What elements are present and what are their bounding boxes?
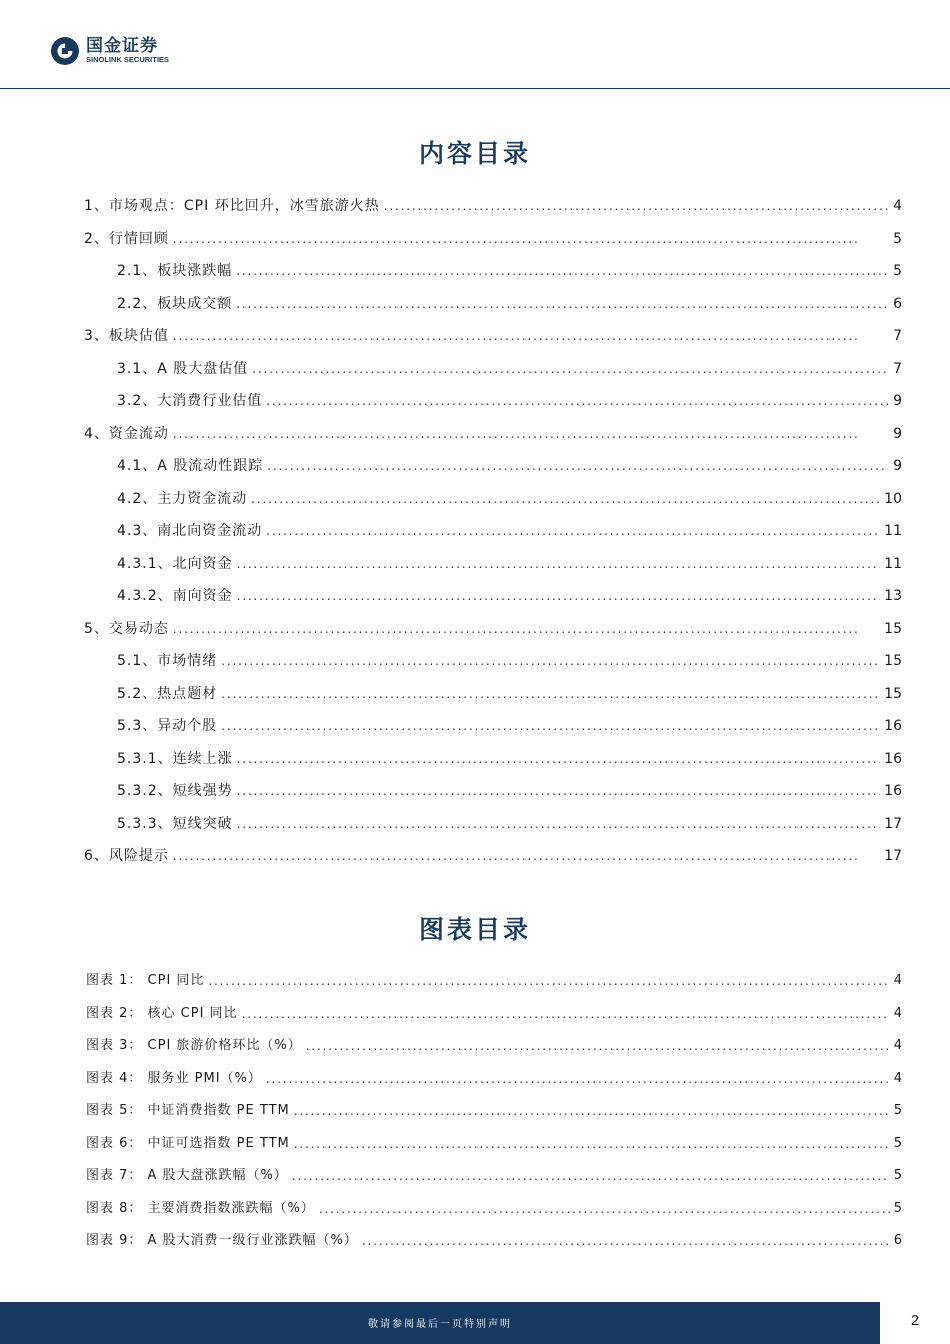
- toc-entry-page: 7: [893, 328, 902, 344]
- figure-entry[interactable]: [86, 1198, 902, 1218]
- toc-entry-page: 16: [884, 783, 902, 799]
- figure-leader-dots: [362, 1232, 890, 1250]
- toc-entry[interactable]: [117, 813, 902, 833]
- toc-entry-label: 1、市场观点：CPI 环比回升，冰雪旅游火热: [84, 198, 380, 214]
- toc-entry[interactable]: [84, 618, 902, 638]
- toc-entry-page: 9: [893, 393, 902, 409]
- toc-entry[interactable]: [117, 553, 902, 573]
- figure-entry[interactable]: [86, 1230, 902, 1250]
- figure-entry-page: 5: [893, 1103, 902, 1118]
- figure-entry-page: 5: [893, 1168, 902, 1183]
- toc-entry-label: 2.1、板块涨跌幅: [117, 263, 233, 279]
- toc-entry-page: 10: [884, 490, 902, 507]
- toc-entry-label: 5.3、异动个股: [117, 718, 218, 734]
- figure-entry-page: 4: [893, 973, 902, 988]
- toc-leader-dots: [266, 522, 880, 540]
- sinolink-logo-icon: [50, 36, 80, 66]
- toc-entry[interactable]: [117, 293, 902, 313]
- figure-entry-label: 图表 4： 服务业 PMI（%）: [86, 1070, 262, 1086]
- figure-entry[interactable]: [86, 1035, 902, 1055]
- toc-entry-page: 11: [884, 523, 902, 539]
- figure-entry-label: 图表 7： A 股大盘涨跌幅（%）: [86, 1168, 288, 1183]
- figure-entry-label: 图表 5： 中证消费指数 PE TTM: [86, 1103, 290, 1118]
- toc-entry-page: 5: [893, 263, 902, 279]
- toc-entry-label: 5.3.2、短线强势: [117, 783, 233, 799]
- figure-entry[interactable]: [86, 1068, 902, 1088]
- toc-leader-dots: [384, 197, 888, 215]
- figure-entry-label: 图表 8： 主要消费指数涨跌幅（%）: [86, 1200, 315, 1216]
- toc-entry-page: 17: [884, 848, 902, 864]
- toc-leader-dots: [173, 230, 888, 248]
- toc-leader-dots: [237, 815, 881, 833]
- toc-entry[interactable]: [117, 683, 902, 703]
- toc-entry-label: 4.3.2、南向资金: [117, 588, 233, 604]
- figure-entry-page: 4: [893, 1038, 902, 1053]
- toc-entry-page: 4: [893, 198, 902, 214]
- figure-entry-label: 图表 6： 中证可选指数 PE TTM: [86, 1135, 290, 1151]
- toc-leader-dots: [236, 262, 888, 280]
- toc-entry-page: 9: [893, 425, 902, 442]
- brand-logo: [50, 36, 169, 66]
- figure-leader-dots: [242, 1005, 890, 1023]
- figure-leader-dots: [306, 1037, 890, 1055]
- page-footer: [0, 1302, 950, 1344]
- footer-disclaimer: 敬请参阅最后一页特别声明: [368, 1319, 512, 1330]
- toc-entry-label: 4.3.1、北向资金: [117, 555, 233, 572]
- figure-leader-dots: [319, 1200, 890, 1218]
- figure-entry[interactable]: [86, 1100, 902, 1120]
- figure-leader-dots: [208, 972, 889, 990]
- figure-entry-page: 5: [893, 1135, 902, 1151]
- toc-entry-page: 16: [884, 750, 902, 767]
- toc-entry[interactable]: [84, 423, 902, 443]
- figure-entry[interactable]: [86, 1003, 902, 1023]
- toc-leader-dots: [237, 782, 881, 800]
- footer-bar: [0, 1302, 880, 1344]
- toc-entry[interactable]: [117, 520, 902, 540]
- toc-entry[interactable]: [117, 715, 902, 735]
- toc-leader-dots: [221, 685, 880, 703]
- toc-leader-dots: [237, 587, 881, 605]
- toc-entry[interactable]: [117, 780, 902, 800]
- figure-leader-dots: [266, 1070, 890, 1088]
- figure-entry-label: 图表 3： CPI 旅游价格环比（%）: [86, 1038, 302, 1053]
- toc-entry-page: 9: [893, 458, 902, 474]
- toc-entry[interactable]: [117, 748, 902, 768]
- toc-entry-page: 16: [884, 718, 902, 734]
- toc-entry-page: 5: [893, 230, 902, 247]
- toc-entry-label: 5.3.1、连续上涨: [117, 750, 233, 767]
- toc-entry-label: 2、行情回顾: [84, 230, 169, 247]
- toc-entry-label: 3.2、大消费行业估值: [117, 393, 263, 409]
- toc-entry[interactable]: [117, 455, 902, 475]
- toc-entry[interactable]: [117, 358, 902, 378]
- brand-name-cn: 国金证券: [86, 36, 158, 56]
- toc-entry-label: 5.2、热点题材: [117, 685, 218, 702]
- toc-entry[interactable]: [117, 585, 902, 605]
- toc-entry[interactable]: [117, 390, 902, 410]
- toc-leader-dots: [173, 425, 888, 443]
- toc-leader-dots: [236, 295, 888, 313]
- toc-entry-label: 3.1、A 股大盘估值: [117, 360, 249, 377]
- toc-entry[interactable]: [84, 845, 902, 865]
- toc-entry-label: 4、资金流动: [84, 425, 169, 442]
- toc-entry-page: 17: [884, 815, 902, 832]
- toc-leader-dots: [173, 847, 880, 865]
- toc-entry-label: 5、交易动态: [84, 620, 169, 637]
- toc-entry[interactable]: [84, 325, 902, 345]
- toc-entry-page: 15: [884, 685, 902, 702]
- figure-leader-dots: [292, 1167, 890, 1185]
- toc-leader-dots: [173, 327, 888, 345]
- figure-entry[interactable]: [86, 1133, 902, 1153]
- toc-entry-page: 15: [884, 653, 902, 669]
- figure-entry-page: 5: [893, 1200, 902, 1216]
- figure-entry-label: 图表 1： CPI 同比: [86, 973, 205, 988]
- figures-title: 图表目录: [418, 915, 531, 944]
- figure-entry[interactable]: [86, 1165, 902, 1185]
- toc-leader-dots: [266, 392, 888, 410]
- figure-entry[interactable]: [86, 970, 902, 990]
- toc-entry-page: 15: [884, 620, 902, 637]
- figure-entry-page: 4: [893, 1005, 902, 1021]
- figure-entry-page: 4: [893, 1070, 902, 1086]
- toc-entry-page: 7: [893, 360, 902, 377]
- header-divider: [0, 88, 950, 89]
- figure-entry-label: 图表 2： 核心 CPI 同比: [86, 1005, 238, 1021]
- toc-leader-dots: [251, 490, 880, 508]
- figure-entry-page: 6: [893, 1233, 902, 1248]
- toc-entry-label: 5.1、市场情绪: [117, 653, 218, 669]
- toc-entry-label: 4.1、A 股流动性跟踪: [117, 458, 264, 474]
- page-header: [0, 0, 950, 90]
- toc-entry-page: 6: [893, 295, 902, 312]
- toc-entry-label: 4.2、主力资金流动: [117, 490, 248, 507]
- toc-leader-dots: [237, 555, 881, 573]
- toc-leader-dots: [237, 750, 881, 768]
- page-number: 2: [910, 1312, 920, 1329]
- figure-entry-label: 图表 9： A 股大消费一级行业涨跌幅（%）: [86, 1233, 358, 1248]
- toc-entry[interactable]: [117, 650, 902, 670]
- toc-entry-label: 2.2、板块成交额: [117, 295, 233, 312]
- figure-leader-dots: [294, 1102, 890, 1120]
- toc-leader-dots: [252, 360, 888, 378]
- toc-entry[interactable]: [117, 260, 902, 280]
- figure-leader-dots: [294, 1135, 890, 1153]
- toc-entry[interactable]: [117, 488, 902, 508]
- toc-leader-dots: [173, 620, 880, 638]
- toc-leader-dots: [221, 652, 880, 670]
- toc-title: 内容目录: [418, 139, 531, 168]
- toc-entry-label: 6、风险提示: [84, 848, 169, 864]
- toc-entry-page: 11: [884, 555, 902, 572]
- toc-leader-dots: [267, 457, 888, 475]
- toc-entry-label: 3、板块估值: [84, 328, 169, 344]
- brand-name-en: SINOLINK SECURITIES: [86, 55, 169, 64]
- toc-entry-page: 13: [884, 588, 902, 604]
- toc-entry-label: 4.3、南北向资金流动: [117, 523, 263, 539]
- toc-leader-dots: [221, 717, 880, 735]
- toc-entry-label: 5.3.3、短线突破: [117, 815, 233, 832]
- toc-entry[interactable]: [84, 228, 902, 248]
- toc-entry[interactable]: [84, 195, 902, 215]
